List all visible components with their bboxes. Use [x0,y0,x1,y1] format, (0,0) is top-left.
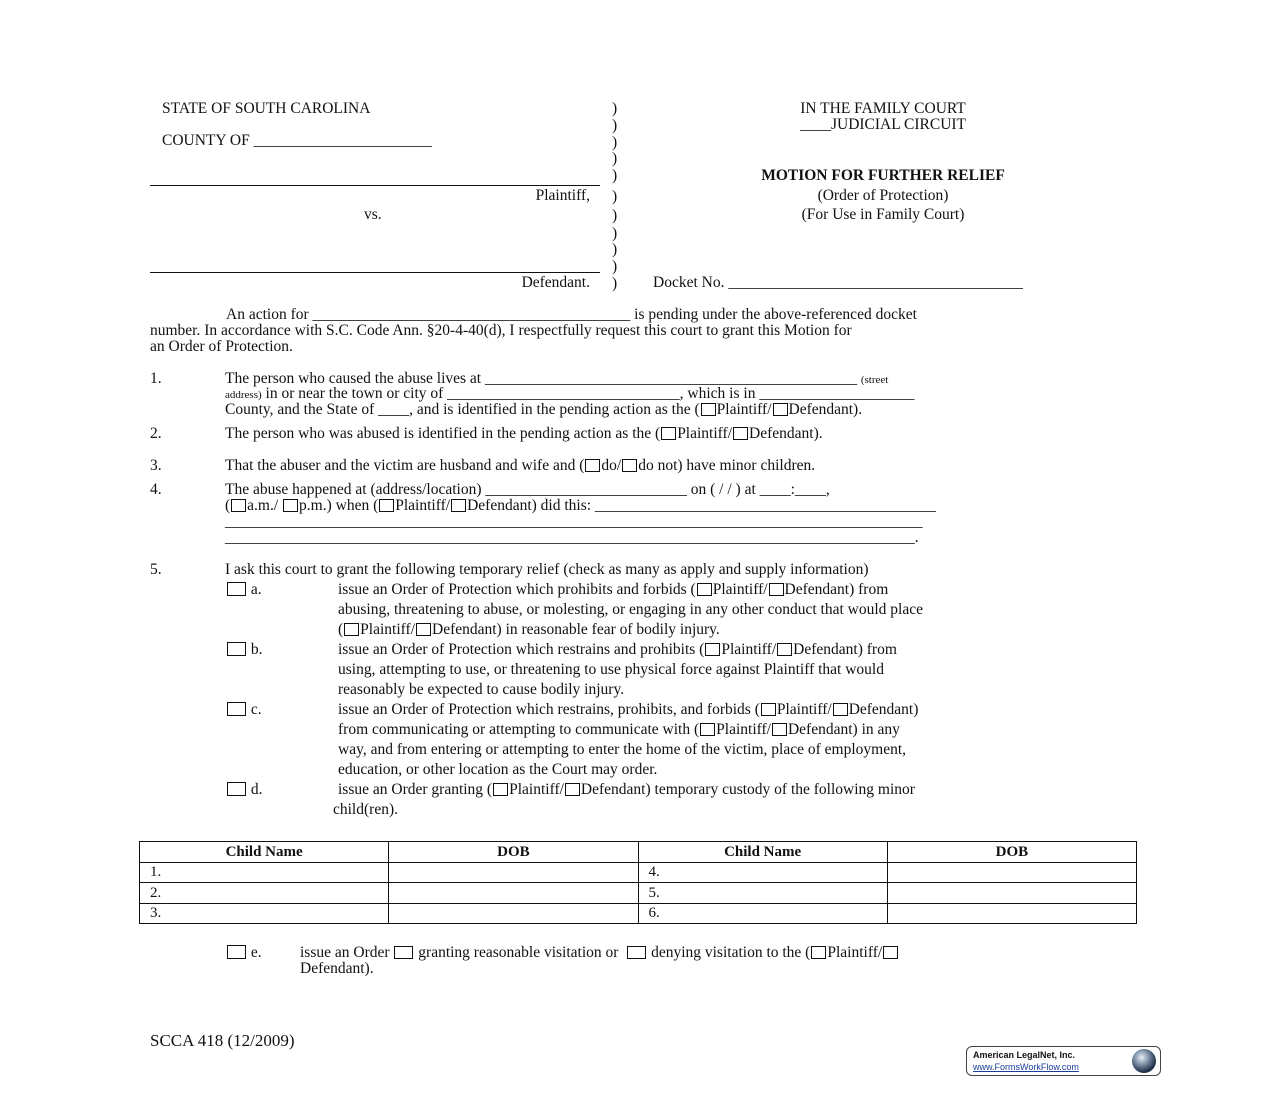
abuse-description-line-3[interactable]: _________________________________________________________________________________________. [225,529,919,546]
child-name-cell[interactable]: 6. [638,903,887,924]
minor-children-line [225,457,815,474]
table-row [140,903,1137,924]
child-name-cell[interactable]: 4. [638,862,887,883]
defendant-option: Defendant). [788,401,863,418]
child-dob-cell[interactable] [887,883,1136,904]
plaintiff-option: Plaintiff/ [776,701,832,718]
item-number: 1. [150,370,162,387]
publisher-logo[interactable] [966,1046,1161,1076]
checkbox-a-defendant[interactable] [769,583,784,596]
checkbox-am[interactable] [231,499,246,512]
item-number: 4. [150,481,162,498]
plaintiff-option: Plaintiff/ [712,581,768,598]
paren: ) [612,150,618,167]
relief-d-line-2: child(ren). [333,801,398,818]
column-header: Child Name [638,842,887,863]
relief-d-label: d. [250,781,263,798]
child-name-cell[interactable]: 3. [140,903,389,924]
checkbox-b-plaintiff[interactable] [705,643,720,656]
paren-open: ( [225,497,231,514]
checkbox-abuser-plaintiff[interactable] [701,403,716,416]
item-number: 3. [150,457,162,474]
checkbox-c2-defendant[interactable] [772,723,787,736]
relief-d-text-end: Defendant) temporary custody of the following minor [580,781,915,798]
relief-c-marker [226,701,262,718]
relief-a-line-3 [338,621,720,638]
intro-line-3: an Order of Protection. [150,338,293,355]
intro-line-2: number. In accordance with S.C. Code Ann. §20-4-40(d), I respectfully request this court to grant this Motion for [150,322,852,339]
checkbox-b-defendant[interactable] [777,643,792,656]
address-label: address) [225,389,262,401]
am-option: a.m./ [247,497,279,514]
checkbox-e-defendant[interactable] [883,946,898,959]
relief-b-marker [226,641,263,658]
relief-intro: I ask this court to grant the following temporary relief (check as many as apply and supply information) [225,561,869,578]
checkbox-actor-plaintiff[interactable] [379,499,394,512]
checkbox-abused-plaintiff[interactable] [661,427,676,440]
do-not-option: do not) have minor children. [638,457,816,474]
child-dob-cell[interactable] [389,883,638,904]
checkbox-relief-e[interactable] [227,945,246,959]
checkbox-a2-plaintiff[interactable] [344,623,359,636]
paren: ) [612,241,618,258]
county-line: COUNTY OF _______________________ [162,132,432,149]
relief-b-line-1 [338,641,897,658]
child-dob-cell[interactable] [389,862,638,883]
checkbox-abuser-defendant[interactable] [773,403,788,416]
child-name-cell[interactable]: 2. [140,883,389,904]
checkbox-c-plaintiff[interactable] [761,703,776,716]
relief-a-text-end: Defendant) in reasonable fear of bodily injury. [432,621,720,638]
state-heading: STATE OF SOUTH CAROLINA [162,100,371,117]
item-number: 2. [150,425,162,442]
street-label: (street [860,374,889,386]
abused-party-line [225,425,823,442]
motion-subtitle-order: (Order of Protection) [817,187,949,204]
table-header-row [140,842,1137,863]
column-header: DOB [887,842,1136,863]
checkbox-grant-visitation[interactable] [394,946,413,959]
relief-a-line-1 [338,581,888,598]
paren-open: ( [338,621,344,638]
relief-b-text: issue an Order of Protection which restrains and prohibits ( [338,641,705,658]
relief-b-label: b. [250,641,263,658]
child-name-cell[interactable]: 1. [140,862,389,883]
paren: ) [612,258,618,275]
checkbox-c-defendant[interactable] [833,703,848,716]
defendant-name-line[interactable] [150,272,600,273]
vs-label: vs. [364,206,382,223]
relief-c-text-2-end: Defendant) in any [787,721,900,738]
relief-d-line-1 [338,781,915,798]
paren: ) [612,134,618,151]
relief-c-line-2 [338,721,900,738]
relief-e-marker [226,944,262,961]
checkbox-have-children[interactable] [585,459,600,472]
relief-c-line-1 [338,701,918,718]
relief-a-line-2: abusing, threatening to abuse, or molesting, or engaging in any other conduct that would place [338,601,923,618]
docket-number-field[interactable]: Docket No. ______________________________________ [653,274,1023,291]
column-header: Child Name [140,842,389,863]
checkbox-relief-a[interactable] [227,582,246,596]
item-number: 5. [150,561,162,578]
minor-children-text: That the abuser and the victim are husband and wife and ( [225,457,585,474]
intro-line-1: An action for _________________________________________ is pending under the above-referenced docket [226,306,917,323]
court-heading: IN THE FAMILY COURT [800,100,966,117]
plaintiff-option: Plaintiff/ [395,497,451,514]
relief-d-text: issue an Order granting ( [338,781,493,798]
motion-title: MOTION FOR FURTHER RELIEF [761,167,1005,184]
abuser-county-text: County, and the State of ____, and is identified in the pending action as the ( [225,401,700,418]
abuse-description-field[interactable]: Defendant) did this: ____________________________________________ [467,497,936,514]
relief-c-text-end: Defendant) [848,701,919,718]
table-row [140,862,1137,883]
grant-visitation-option: granting reasonable visitation or [418,944,619,961]
abuse-time-line [225,497,936,514]
relief-a-marker [226,581,262,598]
child-name-cell[interactable]: 5. [638,883,887,904]
abuser-address-text: The person who caused the abuse lives at ________________________________________________ [225,370,857,387]
checkbox-relief-d[interactable] [227,782,246,796]
checkbox-c2-plaintiff[interactable] [700,723,715,736]
defendant-label: Defendant. [521,274,590,291]
publisher-name: American LegalNet, Inc. [973,1050,1076,1060]
plaintiff-option: Plaintiff/ [677,425,733,442]
paren: ) [612,100,618,117]
paren: ) [612,188,618,205]
abuse-description-line-2[interactable]: __________________________________________________________________________________________ [225,513,923,530]
child-dob-cell[interactable] [389,903,638,924]
plaintiff-option: Plaintiff/ [716,401,772,418]
do-option: do/ [601,457,622,474]
checkbox-a2-defendant[interactable] [416,623,431,636]
paren: ) [612,207,618,224]
plaintiff-option: Plaintiff/ [721,641,777,658]
relief-c-line-4: education, or other location as the Court may order. [338,761,658,778]
plaintiff-name-line[interactable] [150,185,600,186]
relief-a-label: a. [250,581,262,598]
checkbox-no-children[interactable] [622,459,637,472]
relief-b-text-end: Defendant) from [793,641,897,658]
paren: ) [612,275,618,292]
checkbox-relief-b[interactable] [227,642,246,656]
relief-e-line-1 [300,944,899,961]
paren: ) [612,117,618,134]
checkbox-a-plaintiff[interactable] [697,583,712,596]
table-row [140,883,1137,904]
relief-b-line-2: using, attempting to use, or threatening to use physical force against Plaintiff that would [338,661,884,678]
relief-e-label: e. [250,944,262,961]
abuser-town-text: in or near the town or city of ______________________________, which is in ____________________ [265,385,915,402]
pm-option: p.m.) when ( [299,497,379,514]
relief-b-line-3: reasonably be expected to cause bodily injury. [338,681,625,698]
checkbox-d-defendant[interactable] [565,783,580,796]
paren: ) [612,167,618,184]
checkbox-e-plaintiff[interactable] [811,946,826,959]
relief-c-text-2: from communicating or attempting to communicate with ( [338,721,700,738]
checkbox-actor-defendant[interactable] [451,499,466,512]
checkbox-pm[interactable] [283,499,298,512]
paren: ) [612,225,618,242]
checkbox-deny-visitation[interactable] [627,946,646,959]
plaintiff-label: Plaintiff, [535,187,590,204]
abused-party-text: The person who was abused is identified in the pending action as the ( [225,425,661,442]
child-dob-cell[interactable] [887,862,1136,883]
plaintiff-option: Plaintiff/ [827,944,883,961]
plaintiff-option: Plaintiff/ [360,621,415,638]
relief-a-text: issue an Order of Protection which prohibits and forbids ( [338,581,696,598]
circuit-heading: ____JUDICIAL CIRCUIT [799,116,967,133]
form-id: SCCA 418 (12/2009) [150,1031,295,1050]
abuse-location-line: The abuse happened at (address/location) __________________________ on ( / / ) at ____:____, [225,481,830,498]
motion-subtitle-use: (For Use in Family Court) [801,206,965,223]
plaintiff-option: Plaintiff/ [716,721,771,738]
checkbox-abused-defendant[interactable] [733,427,748,440]
relief-d-marker [226,781,263,798]
defendant-option: Defendant). [749,425,823,442]
column-header: DOB [389,842,638,863]
checkbox-relief-c[interactable] [227,702,246,716]
deny-visitation-option: denying visitation to the ( [651,944,811,961]
relief-a-text-end: Defendant) from [784,581,889,598]
relief-c-text: issue an Order of Protection which restrains, prohibits, and forbids ( [338,701,760,718]
abuser-county-line [225,401,862,418]
publisher-link[interactable]: www.FormsWorkFlow.com [973,1062,1079,1072]
relief-c-line-3: way, and from entering or attempting to enter the home of the victim, place of employment, [338,741,907,758]
relief-c-label: c. [250,701,262,718]
relief-e-text: issue an Order [300,944,390,961]
child-dob-cell[interactable] [887,903,1136,924]
relief-e-line-2: Defendant). [300,960,374,977]
children-table [139,841,1137,924]
plaintiff-option: Plaintiff/ [509,781,564,798]
checkbox-d-plaintiff[interactable] [493,783,508,796]
globe-icon [1132,1049,1156,1073]
